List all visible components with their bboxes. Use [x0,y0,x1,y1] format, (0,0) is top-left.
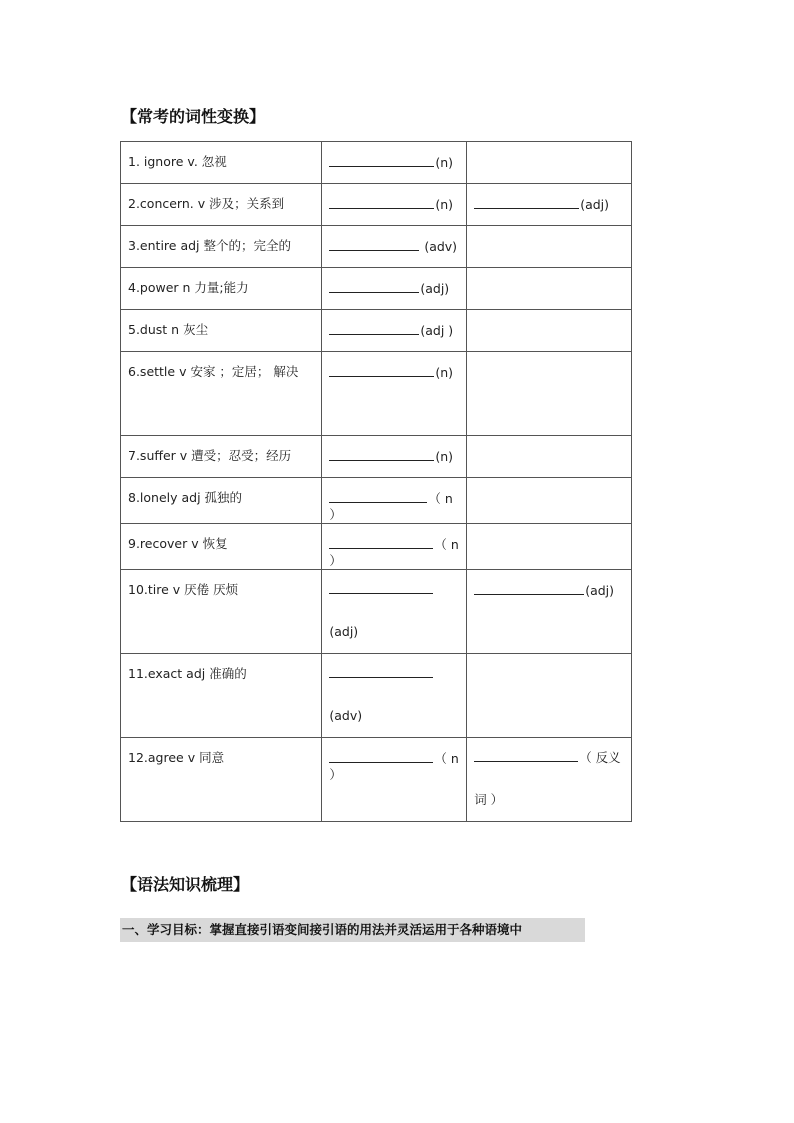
answer-cell [467,352,632,436]
answer-cell[interactable] [322,226,467,268]
answer-cell[interactable] [322,352,467,436]
word-form-table [120,141,632,822]
table-row [121,738,632,822]
answer-cell[interactable] [322,184,467,226]
answer-cell[interactable] [322,310,467,352]
fill-blank[interactable] [329,665,433,678]
fill-blank[interactable] [329,750,433,763]
pos-hint: (adv) [420,239,458,254]
answer-wrap [329,653,460,737]
fill-blank[interactable] [329,448,434,461]
answer-cell [467,478,632,524]
table-row [121,184,632,226]
table-row [121,310,632,352]
fill-blank[interactable] [329,238,419,251]
answer-cell[interactable] [322,142,467,184]
table-row [121,524,632,570]
pos-hint: （ n ） [329,491,453,522]
answer-cell [467,226,632,268]
pos-hint: (n) [435,449,454,464]
word-cell: 11.exact adj 准确的 [121,654,322,738]
table-row [121,268,632,310]
pos-hint: (adj ) [420,323,454,338]
table-row [121,478,632,524]
answer-cell[interactable] [322,436,467,478]
word-cell: 5.dust n 灰尘 [121,310,322,352]
table-row [121,352,632,436]
fill-blank[interactable] [329,490,427,503]
table-row [121,226,632,268]
fill-blank[interactable] [329,280,419,293]
pos-hint: (n) [435,365,454,380]
word-cell: 2.concern. v 涉及；关系到 [121,184,322,226]
fill-blank[interactable] [329,322,419,335]
answer-cell [467,268,632,310]
answer-cell [467,436,632,478]
pos-hint: (n) [435,197,454,212]
pos-hint: (adj) [420,281,450,296]
answer-cell [467,142,632,184]
fill-blank[interactable] [329,581,433,594]
fill-blank[interactable] [474,582,584,595]
answer-wrap [329,569,460,653]
fill-blank[interactable] [474,749,578,762]
answer-cell[interactable] [467,738,632,822]
word-cell: 12.agree v 同意 [121,738,322,822]
answer-cell [467,524,632,570]
pos-hint: (adj) [329,624,359,639]
learning-goal-banner: 一、学习目标：掌握直接引语变间接引语的用法并灵活运用于各种语境中 [120,918,585,942]
pos-hint: (adv) [329,708,363,723]
section-title-word-forms: 【常考的词性变换】 [121,107,266,126]
word-cell: 1. ignore v. 忽视 [121,142,322,184]
table-row [121,142,632,184]
table-row [121,570,632,654]
fill-blank[interactable] [329,364,434,377]
answer-cell[interactable] [322,268,467,310]
answer-cell [467,654,632,738]
word-cell: 9.recover v 恢复 [121,524,322,570]
answer-cell[interactable] [322,570,467,654]
word-cell: 10.tire v 厌倦 厌烦 [121,570,322,654]
fill-blank[interactable] [329,154,434,167]
word-cell: 7.suffer v 遭受；忍受；经历 [121,436,322,478]
pos-hint: (adj) [580,197,610,212]
pos-hint: （ n ） [329,537,459,568]
fill-blank[interactable] [474,196,579,209]
answer-cell[interactable] [322,524,467,570]
section-title-grammar: 【语法知识梳理】 [121,875,250,894]
answer-cell [467,310,632,352]
pos-hint: (n) [435,155,454,170]
pos-hint: （ n ） [329,751,459,782]
table-row [121,654,632,738]
answer-cell[interactable] [322,654,467,738]
answer-cell[interactable] [322,478,467,524]
word-cell: 4.power n 力量;能力 [121,268,322,310]
word-text: 6.settle v 安家 ；定居； 解决 [128,364,299,379]
word-cell: 3.entire adj 整个的；完全的 [121,226,322,268]
pos-hint: (adj) [585,583,615,598]
fill-blank[interactable] [329,536,433,549]
answer-cell[interactable] [467,570,632,654]
word-cell [121,352,322,436]
fill-blank[interactable] [329,196,434,209]
answer-wrap [474,737,625,821]
answer-cell[interactable] [467,184,632,226]
word-cell: 8.lonely adj 孤独的 [121,478,322,524]
table-row [121,436,632,478]
pos-hint: （ 反义词 ） [474,750,621,807]
answer-cell[interactable] [322,738,467,822]
